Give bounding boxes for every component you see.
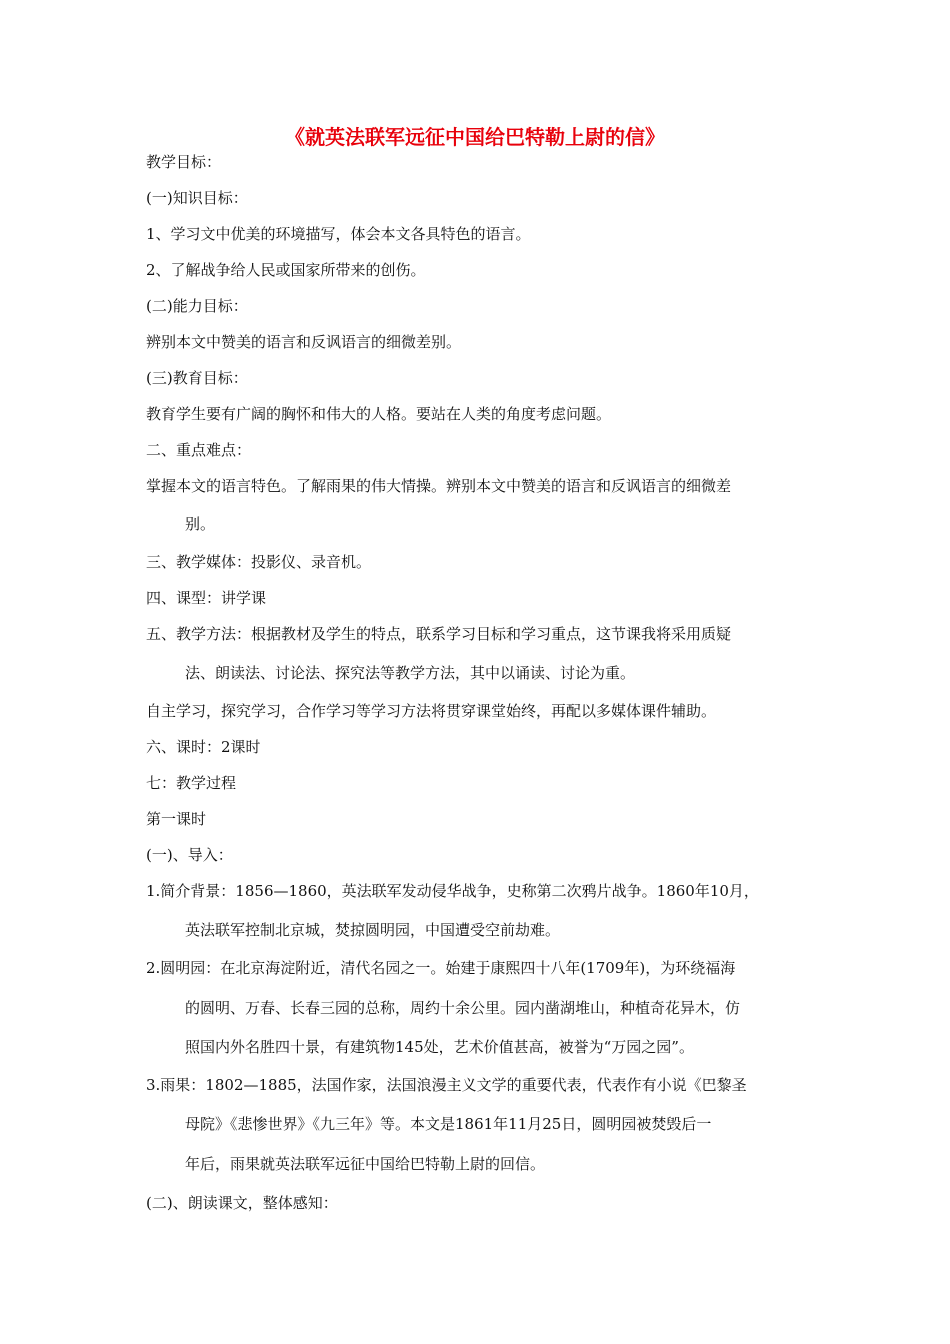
text-line-5: (二)能力目标： — [146, 297, 248, 315]
text-line-19: 第一课时 — [146, 810, 207, 828]
text-line-25: 照国内外名胜四十景，有建筑物145处，艺术价值甚高，被誉为“万园之园”。 — [185, 1038, 694, 1056]
text-line-3: 1、学习文中优美的环境描写，体会本文各具特色的语言。 — [146, 225, 531, 243]
text-line-24: 的圆明、万春、长春三园的总称，周约十余公里。园内凿湖堆山，种植奇花异木，仿 — [185, 999, 741, 1017]
text-line-7: (三)教育目标： — [146, 369, 248, 387]
document-title: 《就英法联军远征中国给巴特勒上尉的信》 — [285, 125, 665, 149]
text-line-18: 七：教学过程 — [146, 774, 237, 792]
text-line-8: 教育学生要有广阔的胸怀和伟大的人格。要站在人类的角度考虑问题。 — [146, 405, 612, 423]
text-line-15: 法、朗读法、讨论法、探究法等教学方法，其中以诵读、讨论为重。 — [185, 664, 636, 682]
text-line-17: 六、课时：2课时 — [146, 738, 261, 756]
text-line-9: 二、重点难点： — [146, 441, 252, 459]
text-line-21: 1.简介背景：1856—1860，英法联军发动侵华战争，史称第二次鸦片战争。1860年10月， — [146, 882, 759, 900]
text-line-26: 3.雨果：1802—1885，法国作家，法国浪漫主义文学的重要代表，代表作有小说《巴黎圣 — [146, 1076, 747, 1094]
text-line-13: 四、课型：讲学课 — [146, 589, 267, 607]
text-line-2: (一)知识目标： — [146, 189, 248, 207]
text-line-28: 年后，雨果就英法联军远征中国给巴特勒上尉的回信。 — [185, 1155, 546, 1173]
text-line-10: 掌握本文的语言特色。了解雨果的伟大情操。辨别本文中赞美的语言和反讽语言的细微差 — [146, 477, 732, 495]
text-line-23: 2.圆明园：在北京海淀附近，清代名园之一。始建于康熙四十八年(1709年)，为环绕福海 — [146, 959, 736, 977]
text-line-6: 辨别本文中赞美的语言和反讽语言的细微差别。 — [146, 333, 462, 351]
text-line-22: 英法联军控制北京城，焚掠圆明园，中国遭受空前劫难。 — [185, 921, 561, 939]
text-line-12: 三、教学媒体：投影仪、录音机。 — [146, 553, 372, 571]
text-line-29: (二)、朗读课文，整体感知： — [146, 1194, 338, 1212]
text-line-27: 母院》《悲惨世界》《九三年》等。本文是1861年11月25日，圆明园被焚毁后一 — [185, 1115, 712, 1133]
text-line-4: 2、了解战争给人民或国家所带来的创伤。 — [146, 261, 426, 279]
text-line-16: 自主学习，探究学习，合作学习等学习方法将贯穿课堂始终，再配以多媒体课件辅助。 — [146, 702, 717, 720]
text-line-14: 五、教学方法：根据教材及学生的特点，联系学习目标和学习重点，这节课我将采用质疑 — [146, 625, 732, 643]
text-line-20: (一)、导入： — [146, 846, 233, 864]
text-line-11: 别。 — [185, 515, 216, 533]
text-line-1: 教学目标： — [146, 153, 222, 171]
